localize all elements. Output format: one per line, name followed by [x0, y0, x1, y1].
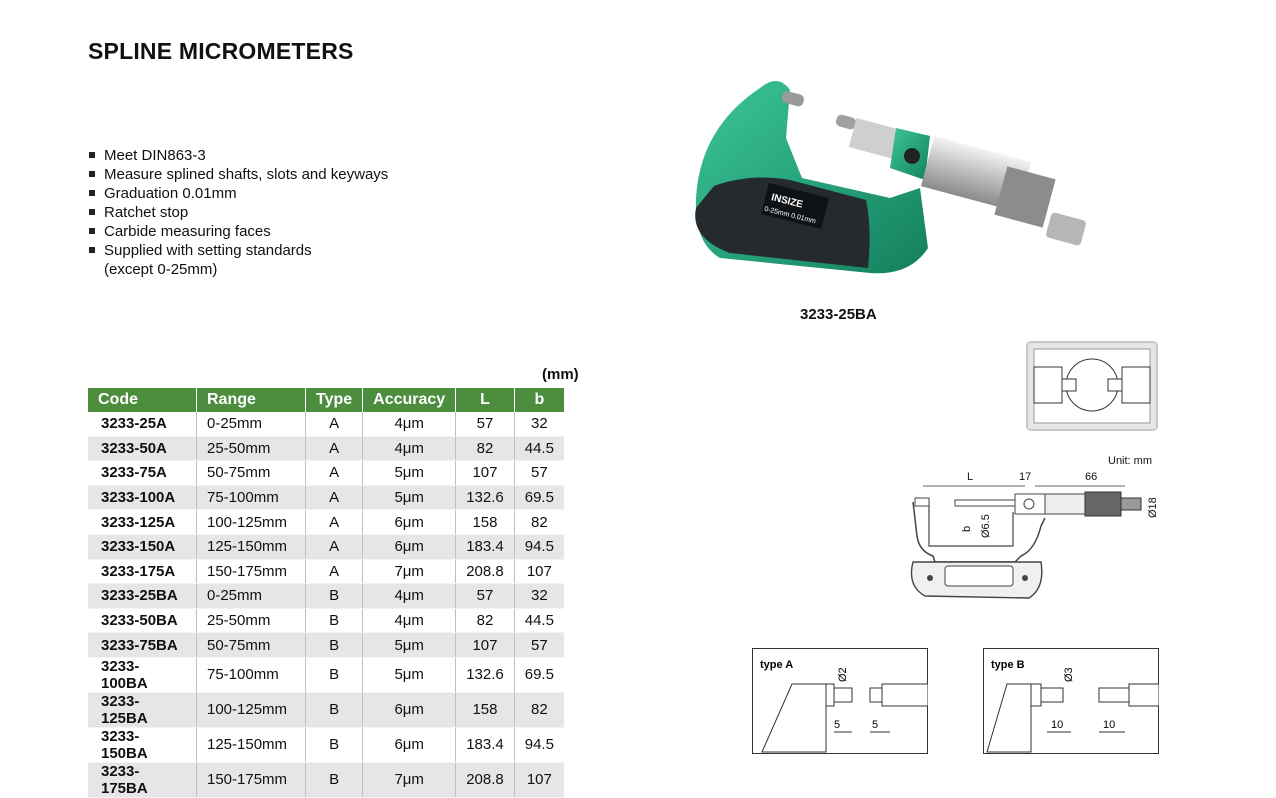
cell-type: A — [306, 485, 363, 510]
cell-type: B — [306, 584, 363, 609]
table-row — [88, 534, 564, 559]
cell-b: 94.5 — [514, 534, 564, 559]
header-code: Code — [88, 388, 197, 412]
cell-b: 44.5 — [514, 608, 564, 633]
cell-accuracy: 6μm — [363, 727, 456, 762]
table-row — [88, 633, 564, 658]
cell-accuracy: 4μm — [363, 584, 456, 609]
cell-type: B — [306, 727, 363, 762]
cell-b: 69.5 — [514, 657, 564, 692]
cell-code: 3233-75BA — [88, 633, 197, 658]
dimension-drawing — [895, 466, 1175, 608]
cell-range: 100-125mm — [197, 692, 306, 727]
cell-range: 25-50mm — [197, 608, 306, 633]
type-a-width-2: 5 — [872, 719, 879, 731]
type-b-width-2: 10 — [1103, 719, 1116, 731]
dim-b-label: b — [961, 525, 973, 532]
header-l: L — [456, 388, 515, 412]
jaw-detail-diagram — [1026, 341, 1158, 431]
cell-type: A — [306, 510, 363, 535]
bullet-icon — [89, 190, 95, 196]
cell-l: 57 — [456, 412, 515, 436]
cell-type: A — [306, 461, 363, 486]
table-row — [88, 559, 564, 584]
type-b-width-1: 10 — [1051, 719, 1064, 731]
cell-l: 208.8 — [456, 559, 515, 584]
cell-code: 3233-25BA — [88, 584, 197, 609]
cell-b: 69.5 — [514, 485, 564, 510]
header-b: b — [514, 388, 564, 412]
cell-accuracy: 4μm — [363, 608, 456, 633]
feature-item: Graduation 0.01mm — [88, 184, 388, 203]
table-header-row — [88, 388, 564, 412]
cell-code: 3233-150BA — [88, 727, 197, 762]
header-accuracy: Accuracy — [363, 388, 456, 412]
cell-range: 150-175mm — [197, 762, 306, 797]
cell-accuracy: 6μm — [363, 692, 456, 727]
cell-l: 183.4 — [456, 534, 515, 559]
cell-l: 107 — [456, 633, 515, 658]
table-row — [88, 584, 564, 609]
table-row — [88, 692, 564, 727]
cell-range: 75-100mm — [197, 657, 306, 692]
cell-code: 3233-25A — [88, 412, 197, 436]
cell-accuracy: 7μm — [363, 559, 456, 584]
cell-range: 50-75mm — [197, 461, 306, 486]
cell-b: 82 — [514, 692, 564, 727]
cell-accuracy: 6μm — [363, 534, 456, 559]
cell-range: 125-150mm — [197, 534, 306, 559]
cell-accuracy: 4μm — [363, 436, 456, 461]
bullet-icon — [89, 228, 95, 234]
table-row — [88, 485, 564, 510]
feature-item: Meet DIN863-3 — [88, 146, 388, 165]
table-row — [88, 436, 564, 461]
cell-code: 3233-150A — [88, 534, 197, 559]
cell-range: 125-150mm — [197, 727, 306, 762]
type-a-width-1: 5 — [834, 719, 841, 731]
feature-item: Carbide measuring faces — [88, 222, 388, 241]
cell-l: 82 — [456, 436, 515, 461]
feature-item: Supplied with setting standards (except 0-25mm) — [88, 241, 388, 279]
type-a-dia-label: Ø2 — [837, 667, 849, 682]
cell-b: 94.5 — [514, 727, 564, 762]
cell-type: B — [306, 633, 363, 658]
cell-accuracy: 6μm — [363, 510, 456, 535]
cell-b: 107 — [514, 762, 564, 797]
cell-l: 208.8 — [456, 762, 515, 797]
cell-l: 132.6 — [456, 485, 515, 510]
cell-accuracy: 7μm — [363, 762, 456, 797]
cell-code: 3233-50A — [88, 436, 197, 461]
cell-l: 107 — [456, 461, 515, 486]
type-b-diagram — [983, 648, 1159, 754]
cell-b: 32 — [514, 584, 564, 609]
brand-label: INSIZE — [770, 192, 804, 211]
table-row — [88, 510, 564, 535]
drawing-unit-label: Unit: mm — [1108, 455, 1152, 467]
dim-d65-label: Ø6.5 — [980, 514, 992, 538]
cell-accuracy: 5μm — [363, 657, 456, 692]
cell-code: 3233-125BA — [88, 692, 197, 727]
cell-range: 0-25mm — [197, 584, 306, 609]
cell-l: 132.6 — [456, 657, 515, 692]
spec-table — [88, 388, 564, 798]
table-unit-label: (mm) — [542, 366, 579, 383]
cell-code: 3233-175A — [88, 559, 197, 584]
cell-range: 25-50mm — [197, 436, 306, 461]
cell-l: 57 — [456, 584, 515, 609]
page-title: SPLINE MICROMETERS — [88, 38, 354, 64]
feature-list — [88, 146, 388, 279]
cell-range: 50-75mm — [197, 633, 306, 658]
cell-type: B — [306, 657, 363, 692]
header-range: Range — [197, 388, 306, 412]
bullet-icon — [89, 152, 95, 158]
dim-17-label: 17 — [1019, 471, 1032, 483]
type-b-dia-label: Ø3 — [1063, 667, 1075, 682]
cell-type: B — [306, 692, 363, 727]
cell-b: 107 — [514, 559, 564, 584]
cell-range: 100-125mm — [197, 510, 306, 535]
cell-b: 82 — [514, 510, 564, 535]
dim-l-label: L — [967, 471, 974, 483]
cell-l: 82 — [456, 608, 515, 633]
type-a-diagram — [752, 648, 928, 754]
cell-code: 3233-75A — [88, 461, 197, 486]
bullet-icon — [89, 209, 95, 215]
cell-b: 44.5 — [514, 436, 564, 461]
feature-item: Ratchet stop — [88, 203, 388, 222]
cell-range: 75-100mm — [197, 485, 306, 510]
header-type: Type — [306, 388, 363, 412]
table-row — [88, 461, 564, 486]
table-row — [88, 657, 564, 692]
table-row — [88, 727, 564, 762]
type-a-label: type A — [760, 659, 794, 671]
micrometer-photo — [690, 68, 1110, 288]
cell-type: B — [306, 762, 363, 797]
table-row — [88, 762, 564, 797]
table-row — [88, 412, 564, 436]
cell-code: 3233-50BA — [88, 608, 197, 633]
cell-b: 32 — [514, 412, 564, 436]
type-b-label: type B — [991, 659, 1025, 671]
cell-range: 0-25mm — [197, 412, 306, 436]
cell-code: 3233-100A — [88, 485, 197, 510]
cell-code: 3233-125A — [88, 510, 197, 535]
cell-type: A — [306, 559, 363, 584]
feature-item: Measure splined shafts, slots and keyways — [88, 165, 388, 184]
cell-accuracy: 5μm — [363, 633, 456, 658]
dim-d18-label: Ø18 — [1147, 497, 1159, 518]
cell-l: 158 — [456, 692, 515, 727]
cell-type: A — [306, 436, 363, 461]
range-label: 0-25mm 0.01mm — [763, 205, 817, 226]
cell-code: 3233-175BA — [88, 762, 197, 797]
cell-type: B — [306, 608, 363, 633]
cell-code: 3233-100BA — [88, 657, 197, 692]
cell-type: A — [306, 534, 363, 559]
cell-type: A — [306, 412, 363, 436]
bullet-icon — [89, 171, 95, 177]
cell-accuracy: 5μm — [363, 461, 456, 486]
cell-l: 183.4 — [456, 727, 515, 762]
cell-accuracy: 5μm — [363, 485, 456, 510]
dim-66-label: 66 — [1085, 471, 1098, 483]
cell-b: 57 — [514, 633, 564, 658]
bullet-icon — [89, 247, 95, 253]
cell-l: 158 — [456, 510, 515, 535]
cell-b: 57 — [514, 461, 564, 486]
photo-caption: 3233-25BA — [800, 306, 877, 323]
table-row — [88, 608, 564, 633]
cell-accuracy: 4μm — [363, 412, 456, 436]
feature-note: (except 0-25mm) — [104, 261, 218, 278]
cell-range: 150-175mm — [197, 559, 306, 584]
